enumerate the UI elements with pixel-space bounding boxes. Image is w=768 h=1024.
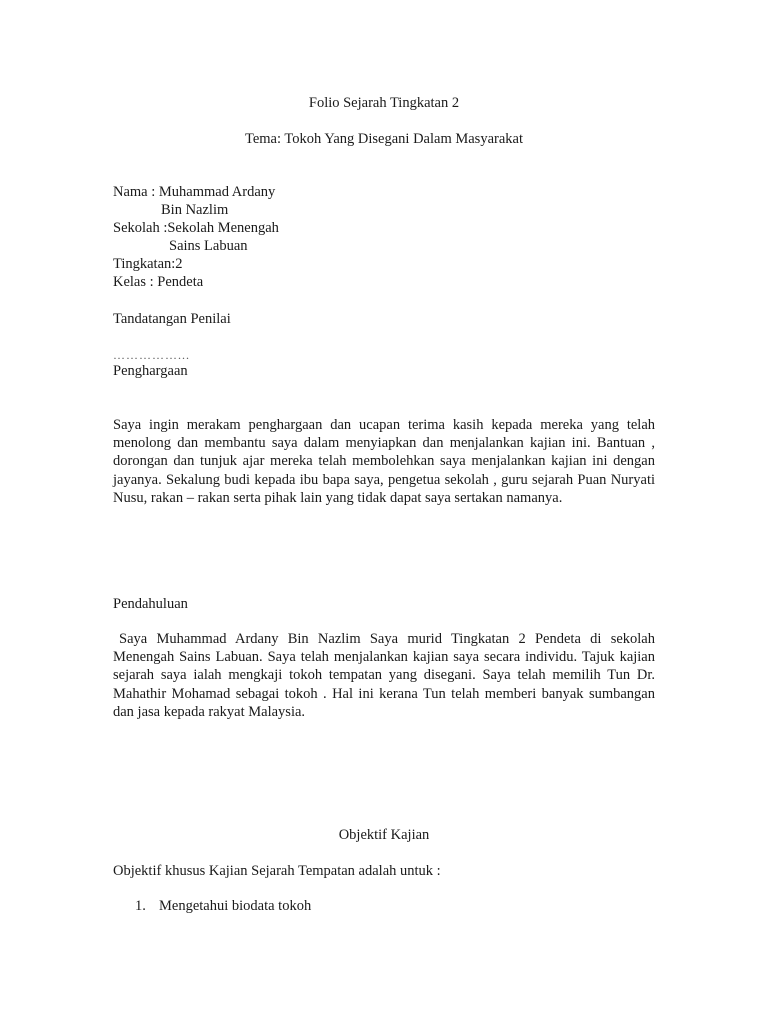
- theme-line: Tema: Tokoh Yang Disegani Dalam Masyarakat: [245, 131, 523, 147]
- page-title: Folio Sejarah Tingkatan 2: [308, 95, 460, 111]
- penghargaan-paragraph: Saya ingin merakam penghargaan dan ucapan terima kasih kepada mereka yang telah menolong dan membantu saya dalam menyiapkan dan menjalankan kajian ini. Bantuan , dorongan dan tunjuk ajar mereka telah membolehkan saya menjalankan kajian ini dengan jayanya. Sekalung budi kepada ibu bapa saya, pengetua sekolah , guru sejarah Puan Nuryati Nusu, rakan – rakan serta pihak lain yang tidak dapat saya sertakan namanya.: [113, 417, 655, 506]
- list-item-number: 1.: [135, 898, 146, 914]
- sekolah-line-2: Sains Labuan: [169, 238, 248, 254]
- objektif-heading: Objektif Kajian: [338, 827, 430, 843]
- tingkatan-line: Tingkatan:2: [113, 256, 183, 272]
- sekolah-line-1: Sekolah :Sekolah Menengah: [113, 220, 279, 236]
- nama-line-1: Nama : Muhammad Ardany: [113, 184, 276, 200]
- pendahuluan-heading: Pendahuluan: [113, 596, 188, 612]
- kelas-line: Kelas : Pendeta: [113, 274, 204, 290]
- objektif-intro: Objektif khusus Kajian Sejarah Tempatan adalah untuk :: [113, 863, 441, 879]
- nama-line-2: Bin Nazlim: [161, 202, 229, 218]
- list-item-text: Mengetahui biodata tokoh: [159, 898, 312, 914]
- signature-dots: ……………...: [113, 348, 190, 362]
- signature-label: Tandatangan Penilai: [113, 311, 231, 327]
- penghargaan-heading: Penghargaan: [113, 363, 188, 379]
- pendahuluan-paragraph: Saya Muhammad Ardany Bin Nazlim Saya murid Tingkatan 2 Pendeta di sekolah Menengah Sains Labuan. Saya telah menjalankan kajian saya secara individu. Tajuk kajian sejarah saya ialah mengkaji tokoh tempatan yang disegani. Saya telah memilih Tun Dr. Mahathir Mohamad sebagai tokoh . Hal ini kerana Tun telah memberi banyak sumbangan dan jasa kepada rakyat Malaysia.: [113, 631, 655, 720]
